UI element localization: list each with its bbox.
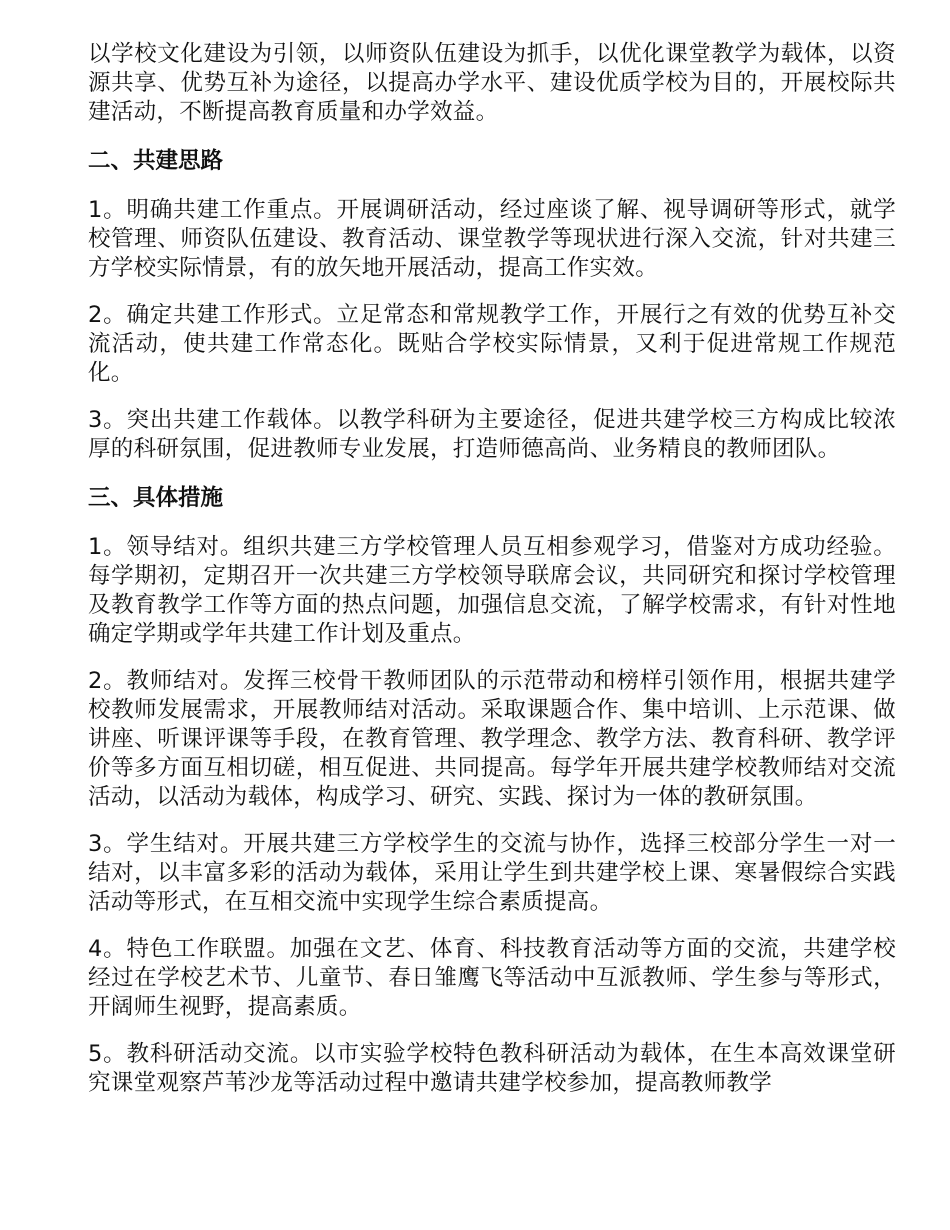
intro-paragraph: 以学校文化建设为引领，以师资队伍建设为抓手，以优化课堂教学为载体，以资源共享、优势互补为途径，以提高办学水平、建设优质学校为目的，开展校际共建活动，不断提高教育质量和办学效益。 [88, 41, 896, 125]
measure-item-4: 4。特色工作联盟。加强在文艺、体育、科技教育活动等方面的交流，共建学校经过在学校艺术节、儿童节、春日雏鹰飞等活动中互派教师、学生参与等形式，开阔师生视野，提高素质。 [88, 936, 896, 1020]
document-page [88, 40, 896, 1116]
section-heading-approach: 二、共建思路 [88, 148, 224, 174]
approach-item-2: 2。确定共建工作形式。立足常态和常规教学工作，开展行之有效的优势互补交流活动，使共建工作常态化。既贴合学校实际情景，又利于促进常规工作规范化。 [88, 302, 896, 386]
approach-item-3: 3。突出共建工作载体。以教学科研为主要途径，促进共建学校三方构成比较浓厚的科研氛围，促进教师专业发展，打造师德高尚、业务精良的教师团队。 [88, 407, 896, 462]
measure-item-5: 5。教科研活动交流。以市实验学校特色教科研活动为载体，在生本高效课堂研究课堂观察芦苇沙龙等活动过程中邀请共建学校参加，提高教师教学 [88, 1041, 896, 1096]
measure-item-2: 2。教师结对。发挥三校骨干教师团队的示范带动和榜样引领作用，根据共建学校教师发展需求，开展教师结对活动。采取课题合作、集中培训、上示范课、做讲座、听课评课等手段，在教育管理、教学理念、教学方法、教育科研、教学评价等多方面互相切磋，相互促进、共同提高。每学年开展共建学校教师结对交流活动，以活动为载体，构成学习、研究、实践、探讨为一体的教研氛围。 [88, 668, 896, 810]
approach-item-1: 1。明确共建工作重点。开展调研活动，经过座谈了解、视导调研等形式，就学校管理、师资队伍建设、教育活动、课堂教学等现状进行深入交流，针对共建三方学校实际情景，有的放矢地开展活动，提高工作实效。 [88, 197, 896, 281]
section-heading-measures: 三、具体措施 [88, 485, 224, 511]
measure-item-1: 1。领导结对。组织共建三方学校管理人员互相参观学习，借鉴对方成功经验。每学期初，定期召开一次共建三方学校领导联席会议，共同研究和探讨学校管理及教育教学工作等方面的热点问题，加强信息交流，了解学校需求，有针对性地确定学期或学年共建工作计划及重点。 [88, 534, 896, 647]
measure-item-3: 3。学生结对。开展共建三方学校学生的交流与协作，选择三校部分学生一对一结对，以丰富多彩的活动为载体，采用让学生到共建学校上课、寒暑假综合实践活动等形式，在互相交流中实现学生综合素质提高。 [88, 831, 896, 915]
